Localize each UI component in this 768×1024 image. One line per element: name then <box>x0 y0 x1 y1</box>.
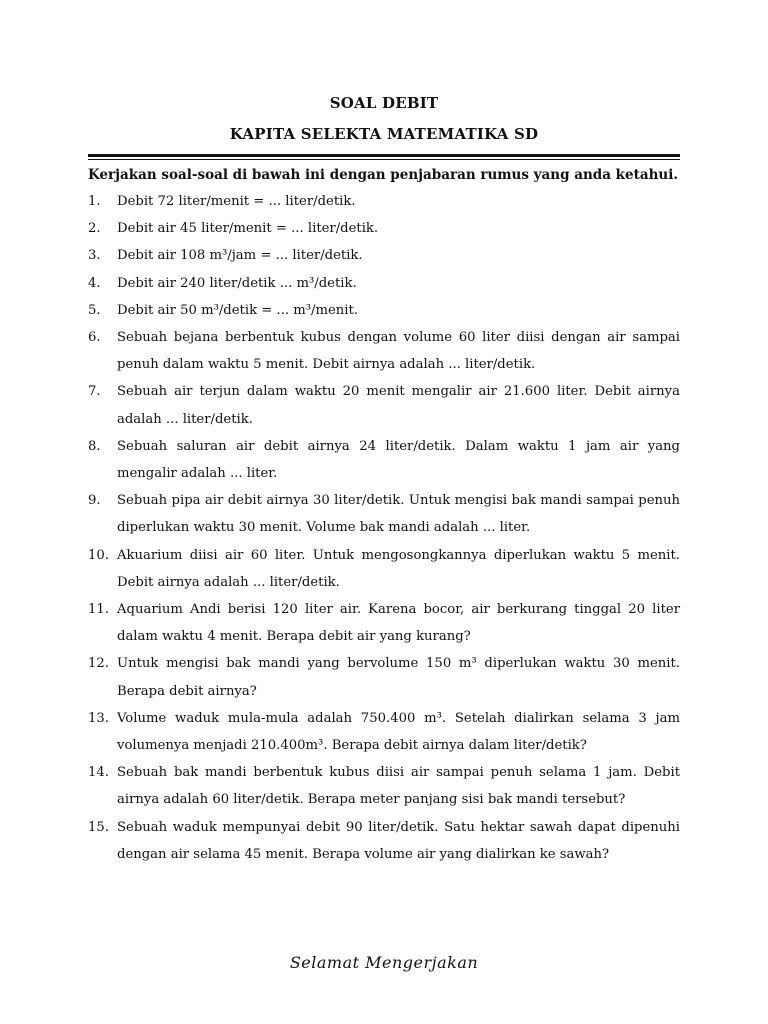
question-text: Sebuah bak mandi berbentuk kubus diisi air sampai penuh selama 1 jam. Debit airnya adalah 60 liter/detik. Berapa meter panjang sisi bak mandi tersebut? <box>117 765 680 808</box>
question-number: 6. <box>88 330 101 346</box>
question-number: 5. <box>88 302 101 318</box>
question-item <box>88 215 680 242</box>
question-number: 14. <box>88 765 109 781</box>
question-text: Untuk mengisi bak mandi yang bervolume 150 m³ diperlukan waktu 30 menit. Berapa debit airnya? <box>117 656 680 699</box>
question-text: Debit air 50 m³/detik = ... m³/menit. <box>117 302 359 318</box>
question-item <box>88 324 680 378</box>
question-item <box>88 378 680 432</box>
question-text: Debit air 108 m³/jam = ... liter/detik. <box>117 248 363 264</box>
question-number: 1. <box>88 194 101 209</box>
document-subtitle: KAPITA SELEKTA MATEMATIKA SD <box>229 125 539 143</box>
header-divider-thick <box>88 154 680 157</box>
question-text: Sebuah air terjun dalam waktu 20 menit mengalir air 21.600 liter. Debit airnya adalah ... liter/detik. <box>117 384 680 427</box>
question-item <box>88 270 680 297</box>
question-item <box>88 650 680 704</box>
question-text: Sebuah saluran air debit airnya 24 liter/detik. Dalam waktu 1 jam air yang mengalir adalah ... liter. <box>117 438 680 482</box>
question-item <box>88 542 680 596</box>
question-text: Sebuah pipa air debit airnya 30 liter/detik. Untuk mengisi bak mandi sampai penuh diperlukan waktu 30 menit. Volume bak mandi adalah ... liter. <box>117 493 680 536</box>
header-divider-thin <box>88 159 680 160</box>
question-item <box>88 297 680 324</box>
question-text: Sebuah waduk mempunyai debit 90 liter/detik. Satu hektar sawah dapat dipenuhi dengan air selama 45 menit. Berapa volume air yang dialirkan ke sawah? <box>117 819 680 862</box>
question-item <box>88 433 680 487</box>
question-number: 3. <box>88 248 101 264</box>
question-number: 8. <box>88 438 101 454</box>
question-number: 15. <box>88 819 109 835</box>
question-text: Sebuah bejana berbentuk kubus dengan volume 60 liter diisi dengan air sampai penuh dalam waktu 5 menit. Debit airnya adalah ... liter/detik. <box>117 330 680 373</box>
question-number: 2. <box>88 221 101 237</box>
instruction-text: Kerjakan soal-soal di bawah ini dengan penjabaran rumus yang anda ketahui. <box>88 167 679 183</box>
document-page <box>88 93 680 868</box>
question-number: 11. <box>88 602 109 618</box>
question-item <box>88 759 680 813</box>
question-item <box>88 705 680 759</box>
question-text: Debit air 45 liter/menit = ... liter/detik. <box>117 221 379 237</box>
closing-message: Selamat Mengerjakan <box>289 953 479 972</box>
question-text: Aquarium Andi berisi 120 liter air. Karena bocor, air berkurang tinggal 20 liter dalam waktu 4 menit. Berapa debit air yang kurang? <box>117 602 680 645</box>
question-number: 12. <box>88 656 109 672</box>
question-number: 7. <box>88 384 101 400</box>
question-text: Akuarium diisi air 60 liter. Untuk mengosongkannya diperlukan waktu 5 menit. Debit airnya adalah ... liter/detik. <box>117 547 680 590</box>
question-item <box>88 242 680 269</box>
question-number: 10. <box>88 547 109 563</box>
question-number: 13. <box>88 710 109 726</box>
question-text: Debit air 240 liter/detik ... m³/detik. <box>117 275 357 291</box>
question-item <box>88 814 680 868</box>
question-list <box>88 188 680 868</box>
document-title: SOAL DEBIT <box>329 94 439 112</box>
question-number: 9. <box>88 493 101 509</box>
question-item <box>88 188 680 215</box>
question-text: Volume waduk mula-mula adalah 750.400 m³. Setelah dialirkan selama 3 jam volumenya menjadi 210.400m³. Berapa debit airnya dalam liter/detik? <box>117 710 680 754</box>
question-item <box>88 596 680 650</box>
question-text: Debit 72 liter/menit = ... liter/detik. <box>117 194 356 209</box>
question-number: 4. <box>88 275 101 291</box>
question-item <box>88 487 680 541</box>
